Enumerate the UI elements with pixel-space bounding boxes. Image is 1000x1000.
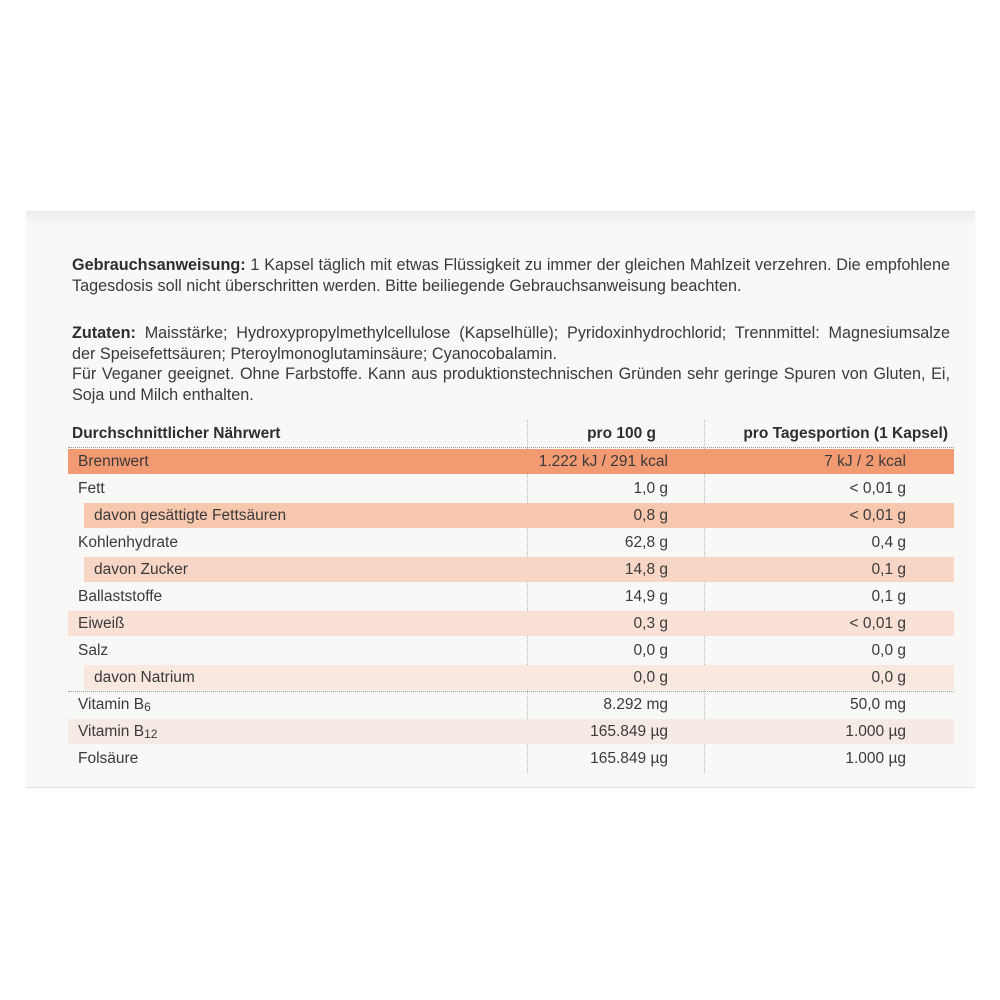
nutrient-name: davon Zucker (94, 561, 188, 578)
nutrient-name: davon Natrium (94, 669, 195, 686)
nutrient-per-day: 0,0 g (871, 642, 906, 659)
nutrient-per-day: 0,0 g (871, 669, 906, 686)
ingredients (72, 323, 950, 405)
vitamins-divider (68, 691, 954, 692)
nutrient-name: davon gesättigte Fettsäuren (94, 507, 287, 524)
ingredients-note: Für Veganer geeignet. Ohne Farbstoffe. Kann aus produktionstechnischen Gründen sehr geringe Spuren von Gluten, Ei, Soja und Milch enthalten. (72, 365, 950, 404)
vitamin-per-day: 1.000 µg (845, 723, 906, 740)
usage-instructions-label: Gebrauchsanweisung: (72, 256, 246, 274)
nutrient-per-day: < 0,01 g (849, 507, 906, 524)
table-row (68, 745, 954, 772)
vitamin-name: Folsäure (78, 750, 139, 767)
nutrient-per-100g: 0,8 g (633, 507, 668, 524)
nutrient-per-100g: 0,3 g (633, 615, 668, 632)
vitamin-per-day: 1.000 µg (845, 750, 906, 767)
table-row (68, 610, 954, 637)
nutrition-table-header (68, 420, 954, 448)
package-top-edge (26, 211, 975, 225)
table-row (68, 583, 954, 610)
header-per-day: pro Tagesportion (1 Kapsel) (743, 425, 948, 442)
vitamin-name: Vitamin $B_6$ (78, 696, 151, 714)
nutrient-name: Brennwert (78, 453, 149, 470)
vitamin-per-100g: 165.849 µg (590, 750, 668, 767)
table-row (68, 529, 954, 556)
nutrient-per-100g: 0,0 g (633, 642, 668, 659)
nutrient-name: Ballaststoffe (78, 588, 163, 605)
nutrient-per-100g: 0,0 g (633, 669, 668, 686)
vitamin-per-100g: 8.292 mg (603, 696, 668, 713)
table-row (68, 448, 954, 475)
usage-instructions (72, 255, 950, 296)
usage-instructions-text: 1 Kapsel täglich mit etwas Flüssigkeit zu immer der gleichen Mahlzeit verzehren. Die empfohlene Tagesdosis soll nicht überschritten werden. Bitte beiliegende Gebrauchsanweisung beachten. (72, 256, 950, 295)
table-row (68, 637, 954, 664)
header-nutrient: Durchschnittlicher Nährwert (72, 425, 281, 442)
header-per-100g: pro 100 g (587, 425, 656, 442)
nutrient-per-100g: 1,0 g (633, 480, 668, 497)
nutrient-name: Fett (78, 480, 105, 497)
ingredients-text: Maisstärke; Hydroxypropylmethylcellulose (Kapselhülle); Pyridoxinhydrochlorid; Trennmittel: Magnesiumsalze der Speisefettsäuren; Pteroylmonoglutaminsäure; Cyanocobalamin. (72, 324, 950, 363)
vitamin-per-100g: 165.849 µg (590, 723, 668, 740)
nutrient-name: Salz (78, 642, 109, 659)
nutrient-per-100g: 62,8 g (624, 534, 668, 551)
ingredients-label: Zutaten: (72, 324, 136, 342)
header-divider (68, 447, 954, 448)
nutrient-per-100g: 14,9 g (624, 588, 668, 605)
nutrient-per-100g: 14,8 g (624, 561, 668, 578)
table-row (68, 502, 954, 529)
table-row (68, 718, 954, 745)
table-row (68, 691, 954, 718)
vitamin-name: Vitamin $B_{12}$ (78, 723, 158, 741)
table-row (68, 475, 954, 502)
vitamin-per-day: 50,0 mg (849, 696, 906, 713)
nutrient-per-day: < 0,01 g (849, 615, 906, 632)
table-row (68, 664, 954, 691)
nutrient-per-100g: 1.222 kJ / 291 kcal (538, 453, 668, 470)
nutrient-per-day: 0,1 g (871, 561, 906, 578)
nutrient-per-day: 0,1 g (871, 588, 906, 605)
nutrient-per-day: 7 kJ / 2 kcal (824, 453, 906, 470)
table-row (68, 556, 954, 583)
nutrition-table (68, 420, 954, 772)
nutrient-name: Eiweiß (78, 615, 125, 632)
nutrient-per-day: 0,4 g (871, 534, 906, 551)
nutrient-per-day: < 0,01 g (849, 480, 906, 497)
nutrient-name: Kohlenhydrate (78, 534, 178, 551)
